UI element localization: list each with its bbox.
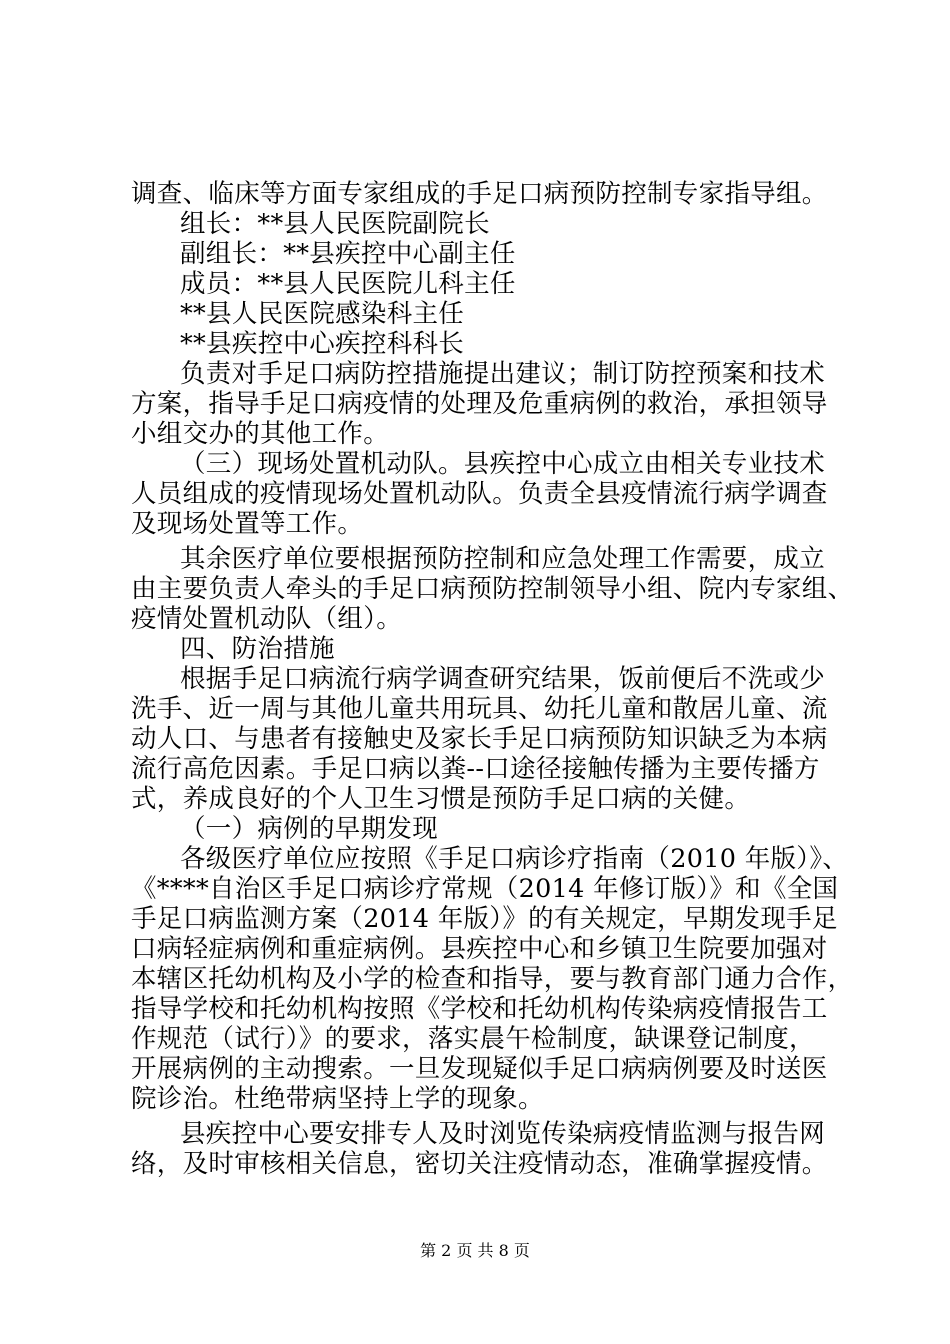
body-text-line: 由主要负责人牵头的手足口病预防控制领导小组、院内专家组、 [131,574,854,604]
body-text-line: 各级医疗单位应按照《手足口病诊疗指南（2010 年版）》、 [180,844,849,874]
subsection-heading: （一）病例的早期发现 [180,814,439,844]
body-text-line: 组长：**县人民医院副院长 [180,209,490,239]
body-text-line: 疫情处置机动队（组）。 [131,604,403,634]
body-text-line: 根据手足口病流行病学调查研究结果，饭前便后不洗或少 [180,664,826,694]
body-text-line: 开展病例的主动搜索。一旦发现疑似手足口病病例要及时送医 [131,1054,828,1084]
body-text-line: 洗手、近一周与其他儿童共用玩具、幼托儿童和散居儿童、流 [131,694,828,724]
body-text-line: 本辖区托幼机构及小学的检查和指导，要与教育部门通力合作， [131,964,854,994]
body-text-line: 手足口病监测方案（2014 年版）》的有关规定，早期发现手足 [131,904,838,934]
body-text-line: 动人口、与患者有接触史及家长手足口病预防知识缺乏为本病 [131,724,828,754]
body-text-line: 及现场处置等工作。 [131,509,364,539]
body-text-line: 成员：**县人民医院儿科主任 [180,269,516,299]
body-text-line: 《****自治区手足口病诊疗常规（2014 年修订版）》和《全国 [131,874,839,904]
body-text-line: 县疾控中心要安排专人及时浏览传染病疫情监测与报告网 [180,1119,826,1149]
body-text-line: 负责对手足口病防控措施提出建议；制订防控预案和技术 [180,359,826,389]
body-text-line: 流行高危因素。手足口病以粪--口途径接触传播为主要传播方 [131,754,820,784]
body-text-line: 副组长：**县疾控中心副主任 [180,239,516,269]
body-text-line: 人员组成的疫情现场处置机动队。负责全县疫情流行病学调查 [131,479,828,509]
body-text-line: 作规范（试行）》的要求，落实晨午检制度，缺课登记制度， [131,1024,815,1054]
body-text-line: 院诊治。杜绝带病坚持上学的现象。 [131,1084,544,1114]
body-text-line: **县疾控中心疾控科科长 [180,329,465,359]
body-text-line: 式，养成良好的个人卫生习惯是预防手足口病的关健。 [131,784,751,814]
body-text-line: （三）现场处置机动队。县疾控中心成立由相关专业技术 [180,449,826,479]
body-text-line: 方案，指导手足口病疫情的处理及危重病例的救治，承担领导 [131,389,828,419]
body-text-line: 络，及时审核相关信息，密切关注疫情动态，准确掌握疫情。 [131,1149,828,1179]
body-text-line: 调查、临床等方面专家组成的手足口病预防控制专家指导组。 [131,179,828,209]
body-text-line: 小组交办的其他工作。 [131,419,390,449]
body-text-line: **县人民医院感染科主任 [180,299,465,329]
section-heading: 四、防治措施 [180,634,335,664]
body-text-line: 口病轻症病例和重症病例。县疾控中心和乡镇卫生院要加强对 [131,934,828,964]
body-text-line: 指导学校和托幼机构按照《学校和托幼机构传染病疫情报告工 [131,994,828,1024]
page-number-footer: 第 2 页 共 8 页 [420,1241,530,1260]
body-text-line: 其余医疗单位要根据预防控制和应急处理工作需要，成立 [180,544,826,574]
